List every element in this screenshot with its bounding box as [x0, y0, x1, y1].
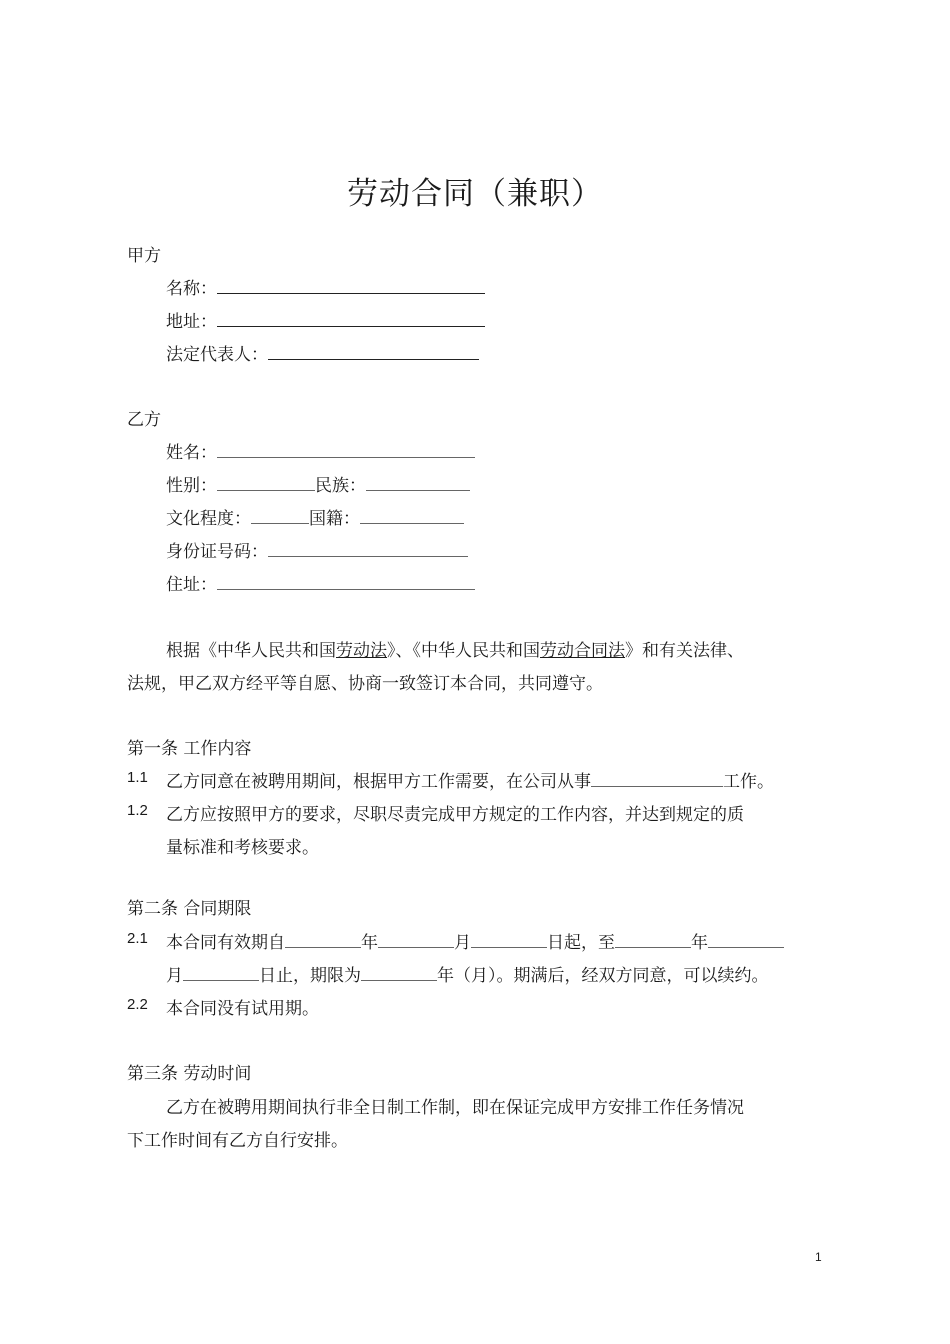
clause-2-1-text: 本合同有效期自 [166, 933, 285, 953]
party-b-ethnicity-blank[interactable] [366, 476, 470, 491]
clause-1-1-text-end: 工作。 [723, 772, 774, 792]
clause-1-2-line-2: 量标准和考核要求。 [166, 838, 319, 858]
start-year-blank[interactable] [285, 933, 361, 948]
clause-2-1-text-end: 年（月）。期满后，经双方同意，可以续约。 [437, 966, 769, 986]
party-b-name-blank[interactable] [217, 443, 475, 458]
document-title: 劳动合同（兼职） [347, 176, 603, 212]
clause-2-1-text: 日止，期限为 [259, 966, 361, 986]
party-b-name-row [166, 438, 475, 463]
start-day-blank[interactable] [471, 933, 547, 948]
party-b-ethnicity-label: 民族： [315, 476, 366, 496]
clause-2-2-number: 2.2 [127, 996, 148, 1013]
year-unit: 年 [361, 933, 378, 953]
article-3-line-1: 乙方在被聘用期间执行非全日制工作制，即在保证完成甲方安排工作任务情况 [166, 1098, 744, 1118]
clause-2-2: 本合同没有试用期。 [166, 999, 319, 1019]
clause-1-2-line-1: 乙方应按照甲方的要求，尽职尽责完成甲方规定的工作内容，并达到规定的质 [166, 805, 744, 825]
clause-2-1-number: 2.1 [127, 930, 148, 947]
party-b-address-label: 住址： [166, 575, 217, 595]
party-a-rep-label: 法定代表人： [166, 345, 268, 365]
term-length-blank[interactable] [361, 966, 437, 981]
job-title-blank[interactable] [591, 772, 723, 787]
party-a-name-blank[interactable] [217, 279, 485, 294]
page-number: 1 [815, 1250, 822, 1264]
start-month-blank[interactable] [378, 933, 454, 948]
party-a-rep-blank[interactable] [268, 345, 479, 360]
party-b-gender-label: 性别： [166, 476, 217, 496]
party-b-education-label: 文化程度： [166, 509, 251, 529]
clause-1-2-number: 1.2 [127, 802, 148, 819]
article-2-heading: 第二条 合同期限 [127, 899, 252, 919]
clause-2-1-line-2 [166, 961, 769, 986]
end-month-blank[interactable] [708, 933, 784, 948]
party-a-address-row [166, 307, 485, 332]
party-b-id-label: 身份证号码： [166, 542, 268, 562]
party-b-education-blank[interactable] [251, 509, 309, 524]
preamble-text: 》、《中华人民共和国 [387, 641, 540, 661]
party-b-id-blank[interactable] [268, 542, 468, 557]
party-b-id-row [166, 537, 468, 562]
party-a-address-blank[interactable] [217, 312, 485, 327]
article-3-line-2: 下工作时间有乙方自行安排。 [127, 1131, 348, 1151]
party-a-name-row [166, 274, 485, 299]
labor-law-link[interactable]: 劳动法 [336, 641, 387, 661]
preamble-line-2: 法规，甲乙双方经平等自愿、协商一致签订本合同，共同遵守。 [127, 674, 603, 694]
clause-2-1-line-1 [166, 928, 784, 953]
party-b-nationality-blank[interactable] [360, 509, 464, 524]
party-b-gender-row [166, 471, 470, 496]
labor-contract-law-link[interactable]: 劳动合同法 [540, 641, 625, 661]
end-day-blank[interactable] [183, 966, 259, 981]
party-b-education-row [166, 504, 464, 529]
month-unit: 月 [454, 933, 471, 953]
clause-1-1-number: 1.1 [127, 769, 148, 786]
month-unit: 月 [166, 966, 183, 986]
clause-2-1-text: 日起，至 [547, 933, 615, 953]
clause-1-1-text: 乙方同意在被聘用期间，根据甲方工作需要，在公司从事 [166, 772, 591, 792]
party-b-address-blank[interactable] [217, 575, 475, 590]
party-b-heading: 乙方 [127, 410, 161, 430]
party-b-name-label: 姓名： [166, 443, 217, 463]
party-b-gender-blank[interactable] [217, 476, 315, 491]
party-b-nationality-label: 国籍： [309, 509, 360, 529]
party-a-address-label: 地址： [166, 312, 217, 332]
party-a-name-label: 名称： [166, 279, 217, 299]
party-b-address-row [166, 570, 475, 595]
end-year-blank[interactable] [615, 933, 691, 948]
party-a-rep-row [166, 340, 479, 365]
preamble-line-1 [166, 636, 744, 661]
year-unit: 年 [691, 933, 708, 953]
article-3-heading: 第三条 劳动时间 [127, 1064, 252, 1084]
preamble-text: 根据《中华人民共和国 [166, 641, 336, 661]
article-1-heading: 第一条 工作内容 [127, 739, 252, 759]
preamble-text: 》和有关法律、 [625, 641, 744, 661]
party-a-heading: 甲方 [127, 246, 161, 266]
clause-1-1 [166, 767, 774, 792]
